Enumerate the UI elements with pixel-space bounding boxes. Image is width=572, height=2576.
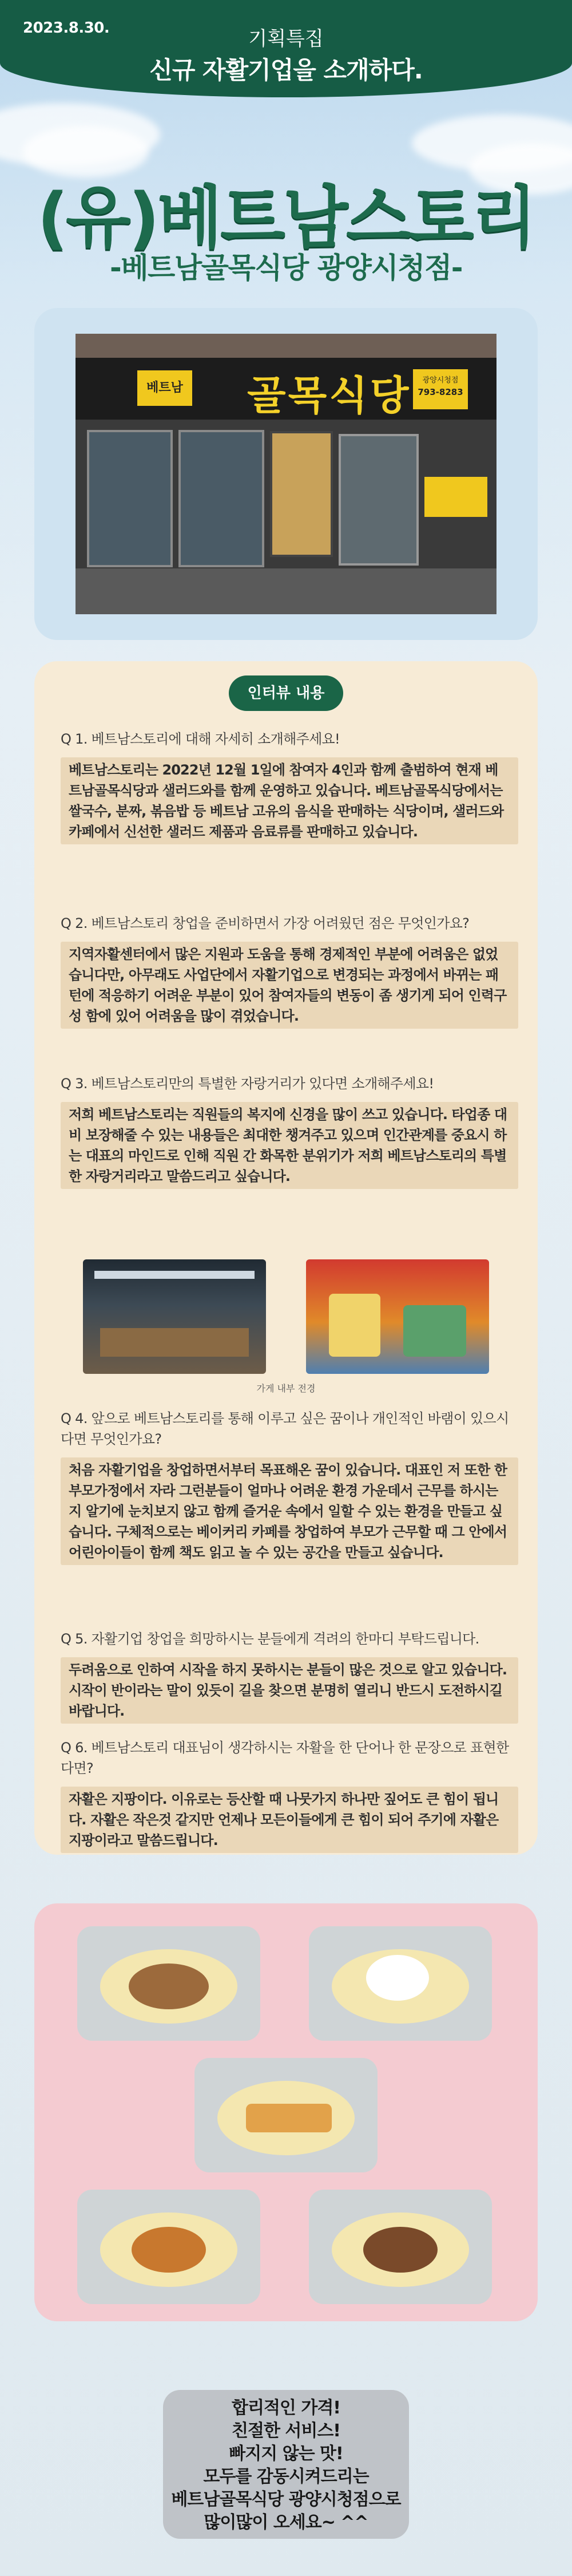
- section-kicker: 기획특집: [248, 27, 324, 50]
- issue-date: 2023.8.30.: [23, 19, 110, 37]
- food-photo: [77, 2190, 260, 2304]
- food-dish: [246, 2104, 332, 2132]
- storefront-window: [87, 430, 173, 567]
- interior-photo-left: [83, 1259, 266, 1374]
- qa-block: [61, 913, 518, 1029]
- qa-block: [61, 729, 518, 844]
- closing-slogan: [163, 2390, 409, 2539]
- interview-card: [34, 661, 538, 1855]
- answer: 지역자활센터에서 많은 지원과 도움을 통해 경제적인 부분에 어려움은 없었습니다만, 아무래도 사업단에서 자활기업으로 변경되는 과정에서 바뀌는 패턴에 적응하기 어려운 부분이 있어 참여자들의 변동이 좀 생기게 되어 인력구성 함에 있어 어려움을 많이 겪었습니다.: [61, 942, 518, 1029]
- page-headline: 신규 자활기업을 소개하다.: [149, 56, 423, 84]
- question: Q 3. 베트남스토리만의 특별한 자랑거리가 있다면 소개해주세요!: [61, 1076, 434, 1092]
- food-photo: [309, 2190, 492, 2304]
- answer: 저희 베트남스토리는 직원들의 복지에 신경을 많이 쓰고 있습니다. 타업종 대비 보장해줄 수 있는 내용들은 최대한 챙겨주고 있으며 인간관계를 중요시 하는 대표의 마인드로 인해 직원 간 화목한 분위기가 저희 베트남스토리의 특별한 자랑거리라고 말씀드리고 싶습니다.: [61, 1102, 518, 1189]
- question: Q 5. 자활기업 창업을 희망하시는 분들에게 격려의 한마디 부탁드립니다.: [61, 1631, 479, 1647]
- sign-text: 골목식당: [247, 372, 411, 419]
- slogan-line: 많이많이 오세요~ ^^: [204, 2512, 368, 2532]
- door-sign: [424, 477, 487, 517]
- answer: 두려움으로 인하여 시작을 하지 못하시는 분들이 많은 것으로 알고 있습니다. 시작이 반이라는 말이 있듯이 길을 찾으면 분명히 열리니 반드시 도전하시길 바랍니다.: [61, 1657, 518, 1724]
- qa-block: [61, 1073, 518, 1189]
- interior-mural: [403, 1305, 466, 1357]
- sign-phone-number: 793-8283: [418, 387, 463, 397]
- storefront-photo: [76, 334, 496, 614]
- storefront-door: [339, 434, 419, 566]
- answer: 베트남스토리는 2022년 12월 1일에 참여자 4인과 함께 출범하여 현재 베트남골목식당과 샐러드와를 함께 운영하고 있습니다. 베트남골목식당에서는 쌀국수, 분짜, 볶음밥 등 베트남 고유의 음식을 판매하는 식당이며, 샐러드와 카페에서 신선한 샐러드 제품과 음료류를 판매하고 있습니다.: [61, 757, 518, 844]
- header-banner: [0, 0, 572, 97]
- interior-light: [94, 1271, 255, 1279]
- slogan-line: 모두를 감동시켜드리는: [203, 2467, 369, 2487]
- food-photo: [309, 1926, 492, 2041]
- menu-board: [270, 431, 333, 557]
- food-dish: [363, 2227, 438, 2273]
- food-photo-card: [34, 1903, 538, 2321]
- storefront-window: [178, 430, 264, 567]
- food-photo: [194, 2058, 378, 2172]
- food-bowl: [366, 1955, 429, 2001]
- slogan-line: 합리적인 가격!: [231, 2398, 340, 2418]
- sign-branch: 광양시청점: [422, 376, 459, 385]
- qa-block: [61, 1737, 518, 1853]
- answer: 자활은 지팡이다. 이유로는 등산할 때 나뭇가지 하나만 짚어도 큰 힘이 됩니다. 자활은 작은것 같지만 언제나 모든이들에게 큰 힘이 되어 주기에 자활은 지팡이라고 말씀드립니다.: [61, 1787, 518, 1853]
- page-title: (유)베트남스토리: [37, 178, 535, 257]
- interior-photo-right: [306, 1259, 489, 1374]
- qa-block: [61, 1408, 518, 1565]
- interior-caption: 가게 내부 전경: [256, 1383, 316, 1394]
- food-dish: [132, 2227, 206, 2273]
- storefront-wall: [76, 334, 496, 358]
- interview-badge: 인터뷰 내용: [229, 675, 343, 711]
- food-photo: [77, 1926, 260, 2041]
- question: Q 1. 베트남스토리에 대해 자세히 소개해주세요!: [61, 731, 340, 747]
- answer: 처음 자활기업을 창업하면서부터 목표해온 꿈이 있습니다. 대표인 저 또한 한부모가정에서 자라 그런분들이 얼마나 어려운 환경 가운데서 근무를 하시는지 알기에 눈치보지 않고 함께 즐거운 속에서 일할 수 있는 환경을 만들고 싶습니다. 구체적으로는 베이커리 카페를 창업하여 부모가 근무할 때 그 안에서 어린아이들이 함께 책도 읽고 놀 수 있는 공간을 만들고 싶습니다.: [61, 1457, 518, 1565]
- slogan-line: 빠지지 않는 맛!: [229, 2444, 343, 2464]
- food-dish: [129, 1963, 209, 2009]
- slogan-line: 친절한 서비스!: [231, 2421, 340, 2441]
- question: Q 2. 베트남스토리 창업을 준비하면서 가장 어려웠던 점은 무엇인가요?: [61, 915, 470, 931]
- page-subtitle: -베트남골목식당 광양시청점-: [109, 251, 462, 285]
- storefront-steps: [76, 568, 496, 614]
- sign-phone: [413, 369, 468, 409]
- sign-chip: 베트남: [137, 370, 192, 406]
- qa-block: [61, 1629, 518, 1724]
- question: Q 6. 베트남스토리 대표님이 생각하시는 자활을 한 단어나 한 문장으로 표현한다면?: [61, 1740, 509, 1776]
- interior-table: [100, 1328, 249, 1357]
- store-photo-card: [34, 308, 538, 640]
- question: Q 4. 앞으로 베트남스토리를 통해 이루고 싶은 꿈이나 개인적인 바램이 있으시다면 무엇인가요?: [61, 1411, 509, 1447]
- interior-mural: [329, 1294, 380, 1357]
- slogan-line: 베트남골목식당 광양시청점으로: [171, 2490, 401, 2510]
